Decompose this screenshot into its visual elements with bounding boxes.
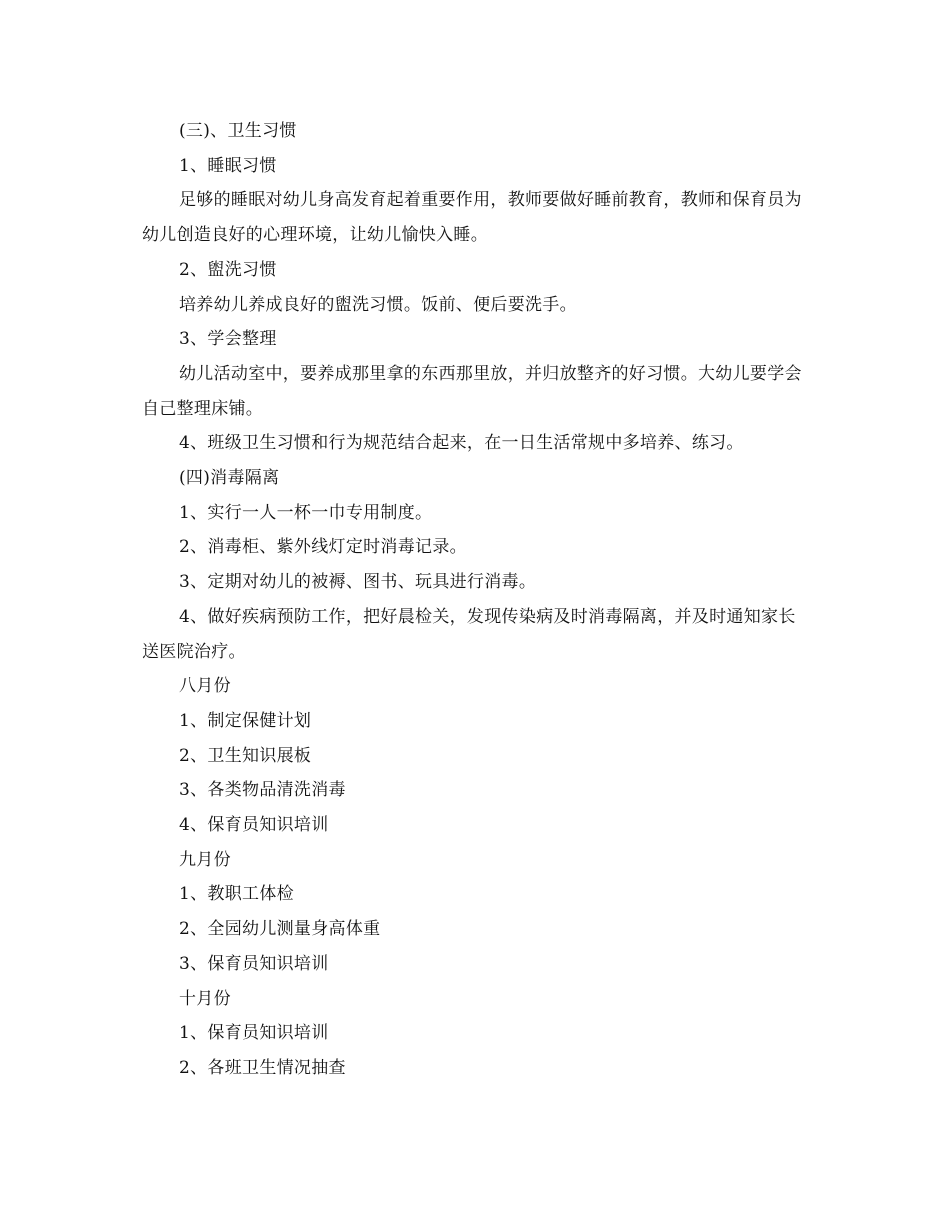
august-item-1: 1、制定保健计划	[179, 710, 312, 731]
item-disinfection-4: 4、做好疾病预防工作，把好晨检关，发现传染病及时消毒隔离，并及时通知家长送医院治疗。	[142, 606, 796, 662]
item-disinfection-3: 3、定期对幼儿的被褥、图书、玩具进行消毒。	[179, 572, 537, 593]
item-washing-habits: 2、盥洗习惯	[179, 259, 277, 280]
august-item-3: 3、各类物品清洗消毒	[179, 780, 346, 801]
item-disinfection-2: 2、消毒柜、紫外线灯定时消毒记录。	[179, 537, 467, 558]
august-item-2: 2、卫生知识展板	[179, 745, 312, 766]
document-body	[142, 114, 808, 1086]
month-heading-september: 九月份	[179, 849, 231, 870]
item-learn-tidying: 3、学会整理	[179, 329, 277, 350]
section-heading-hygiene-habits: (三)、卫生习惯	[179, 121, 297, 141]
september-item-3: 3、保育员知识培训	[179, 953, 329, 974]
month-heading-august: 八月份	[179, 676, 231, 697]
august-item-4: 4、保育员知识培训	[179, 815, 329, 836]
item-disinfection-1: 1、实行一人一杯一巾专用制度。	[179, 502, 433, 523]
section-heading-disinfection: (四)消毒隔离	[179, 468, 280, 489]
paragraph-sleep: 足够的睡眠对幼儿身高发育起着重要作用，教师要做好睡前教育，教师和保育员为幼儿创造良好的心理环境，让幼儿愉快入睡。	[142, 190, 802, 246]
month-heading-october: 十月份	[179, 988, 231, 1009]
paragraph-washing: 培养幼儿养成良好的盥洗习惯。饭前、便后要洗手。	[179, 294, 577, 315]
item-sleep-habits: 1、睡眠习惯	[179, 155, 277, 176]
october-item-2: 2、各班卫生情况抽查	[179, 1057, 346, 1078]
paragraph-tidying: 幼儿活动室中，要养成那里拿的东西那里放，并归放整齐的好习惯。大幼儿要学会自己整理床铺。	[142, 363, 802, 419]
item-class-hygiene: 4、班级卫生习惯和行为规范结合起来，在一日生活常规中多培养、练习。	[179, 433, 744, 454]
october-item-1: 1、保育员知识培训	[179, 1023, 329, 1044]
september-item-1: 1、教职工体检	[179, 884, 294, 905]
september-item-2: 2、全园幼儿测量身高体重	[179, 919, 381, 940]
